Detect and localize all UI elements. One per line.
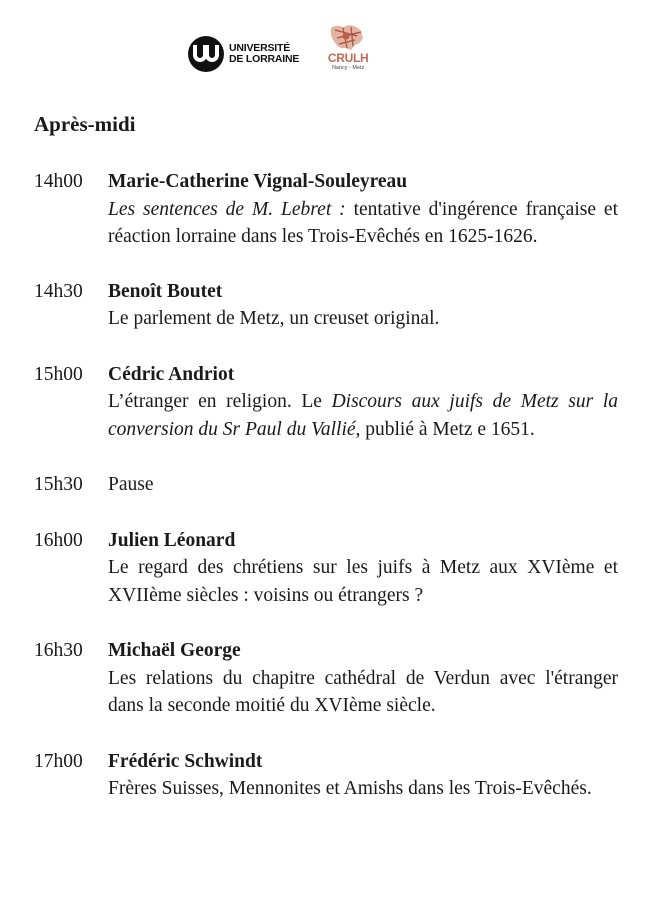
talk-title-italic: Les sentences de M. Lebret : — [108, 198, 346, 220]
program-slot — [34, 168, 618, 251]
slot-label: Pause — [108, 474, 154, 495]
ul-logo-line2: DE LORRAINE — [229, 53, 300, 65]
slot-time: 16h00 — [34, 529, 83, 551]
slot-content — [108, 471, 618, 499]
crulh-logo — [323, 22, 373, 71]
slot-time: 17h00 — [34, 750, 83, 772]
talk-title-rest: tentative d'ingérence française et réaction lorraine dans les Trois-Evêchés en 1625-1626. — [108, 198, 618, 247]
program-slot — [34, 748, 618, 803]
slot-content — [108, 637, 618, 720]
slot-talk-title — [108, 196, 618, 251]
slot-time: 14h30 — [34, 280, 83, 302]
program-list — [34, 168, 618, 803]
crulh-subtitle: Nancy - Metz — [331, 65, 365, 71]
slot-talk-title: Frères Suisses, Mennonites et Amishs dans les Trois-Evêchés. — [108, 778, 592, 799]
talk-title-before: L’étranger en religion. Le — [108, 391, 332, 412]
slot-speaker: Michaël George — [108, 640, 241, 661]
slot-talk-title: Le regard des chrétiens sur les juifs à Metz aux XVIème et XVIIème siècles : voisins ou étrangers ? — [108, 557, 618, 606]
program-slot — [34, 278, 618, 333]
universite-de-lorraine-logo — [188, 36, 299, 72]
slot-content — [108, 168, 618, 251]
slot-content — [108, 278, 618, 333]
slot-talk-title — [108, 388, 618, 443]
slot-time: 16h30 — [34, 640, 83, 661]
slot-talk-title: Le parlement de Metz, un creuset original. — [108, 308, 440, 329]
program-slot — [34, 471, 618, 499]
crulh-wordmark: CRULH — [327, 51, 369, 65]
slot-time: 15h00 — [34, 363, 83, 385]
ul-mark-icon — [188, 36, 224, 72]
slot-time: 15h30 — [34, 474, 83, 495]
slot-talk-title: Les relations du chapitre cathédral de Verdun avec l'étranger dans la seconde moitié du XVIème siècle. — [108, 667, 618, 716]
slot-speaker: Cédric Andriot — [108, 363, 235, 385]
slot-speaker: Julien Léonard — [108, 529, 236, 551]
program-slot — [34, 361, 618, 444]
talk-title-italic: Discours aux juifs de Metz sur la conversion du Sr Paul du Vallié — [108, 391, 618, 440]
logo-bar — [188, 22, 373, 82]
slot-speaker: Frédéric Schwindt — [108, 750, 263, 772]
slot-time: 14h00 — [34, 171, 83, 192]
slot-speaker: Benoît Boutet — [108, 280, 223, 302]
slot-content — [108, 527, 618, 610]
slot-content — [108, 748, 618, 803]
slot-content — [108, 361, 618, 444]
slot-speaker: Marie-Catherine Vignal-Souleyreau — [108, 171, 408, 192]
talk-title-after: , publié à Metz e 1651. — [355, 418, 535, 440]
program-slot — [34, 527, 618, 610]
section-title: Après-midi — [34, 112, 136, 136]
program-slot — [34, 637, 618, 720]
ul-logo-text — [229, 43, 299, 65]
ul-logo-line1: UNIVERSITÉ — [229, 42, 291, 54]
